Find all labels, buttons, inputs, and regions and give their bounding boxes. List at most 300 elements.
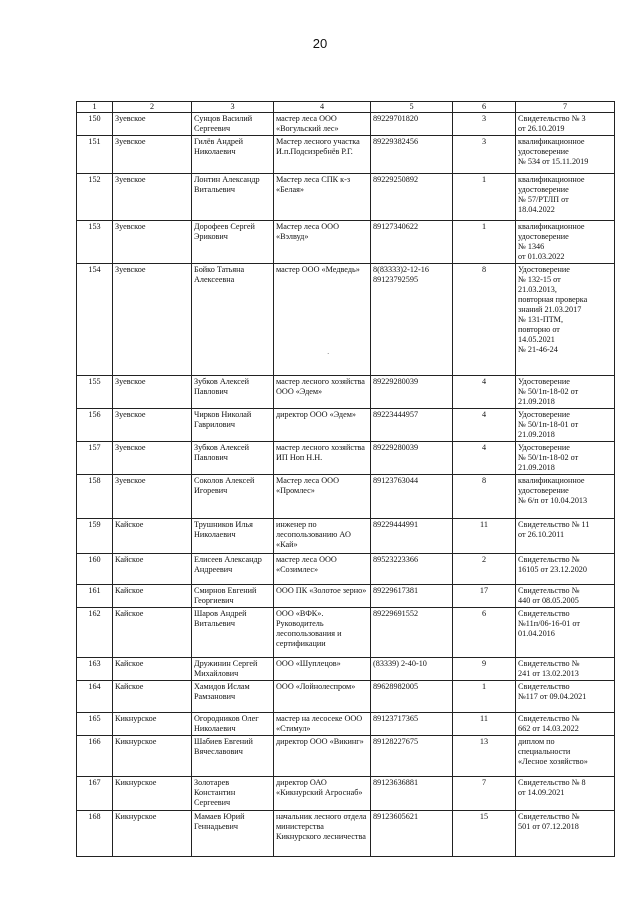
phone-number: [371, 174, 453, 221]
position-organization: [274, 442, 371, 475]
certificate-info-line: удостоверение: [518, 185, 569, 194]
position-organization-line: мастер леса ООО: [276, 555, 337, 564]
person-name: [192, 409, 274, 442]
certificate-info-line: № 57/РТЛП от: [518, 195, 569, 204]
certificate-info: [516, 608, 615, 658]
person-name-line: Витальевич: [194, 619, 236, 628]
forestry-district: Зуевское: [113, 221, 192, 264]
stray-mark: ·: [327, 350, 330, 358]
certificate-info-line: 14.05.2021: [518, 335, 555, 344]
person-name-line: Рамзанович: [194, 692, 236, 701]
certificate-info-line: № 50/1п-18-02 от: [518, 453, 579, 462]
person-name: [192, 608, 274, 658]
person-name-line: Смирнов Евгений: [194, 586, 257, 595]
certificate-info: [516, 585, 615, 608]
person-name-line: Чирков Николай: [194, 410, 252, 419]
certificate-info-line: Свидетельство: [518, 609, 570, 618]
row-number: 158: [77, 475, 113, 519]
count-value: 1: [453, 174, 516, 221]
row-number: 160: [77, 554, 113, 585]
count-value: 7: [453, 777, 516, 811]
count-value: 15: [453, 811, 516, 857]
person-name-line: Сунцов Василий: [194, 114, 253, 123]
person-name-line: Вячеславович: [194, 747, 243, 756]
certificate-info-line: 21.09.2018: [518, 397, 555, 406]
position-organization-line: ООО «ВФК».: [276, 609, 324, 618]
position-organization-line: ООО «Шуплецов»: [276, 659, 341, 668]
row-number: 159: [77, 519, 113, 554]
forestry-district: Кикнурское: [113, 736, 192, 777]
certificate-info-line: знаний 21.03.2017: [518, 305, 582, 314]
forestry-district: Зуевское: [113, 376, 192, 409]
certificate-info-line: от 01.03.2022: [518, 252, 565, 261]
person-name: [192, 585, 274, 608]
position-organization: [274, 264, 371, 376]
forestry-district: Зуевское: [113, 136, 192, 174]
certificate-info-line: Свидетельство №: [518, 659, 580, 668]
position-organization-line: мастер лесного хозяйства: [276, 377, 365, 386]
certificate-info: [516, 713, 615, 736]
table-row: [77, 442, 615, 475]
count-value: 6: [453, 608, 516, 658]
person-name-line: Алексеевна: [194, 275, 235, 284]
column-header: 7: [516, 102, 615, 113]
phone-number-line: 89229382456: [373, 137, 419, 146]
certificate-info-line: удостоверение: [518, 486, 569, 495]
certificate-info-line: № 50/1п-18-02 от: [518, 387, 579, 396]
certificate-info-line: удостоверение: [518, 147, 569, 156]
position-organization: [274, 376, 371, 409]
position-organization: [274, 608, 371, 658]
table-row: [77, 585, 615, 608]
phone-number: [371, 811, 453, 857]
certificate-info-line: квалификационное: [518, 222, 585, 231]
person-name-line: Павлович: [194, 387, 228, 396]
position-organization-line: ООО «Лойнолеспром»: [276, 682, 356, 691]
person-name-line: Мамаев Юрий: [194, 812, 245, 821]
certificate-info-line: квалификационное: [518, 137, 585, 146]
phone-number-line: 89523223366: [373, 555, 419, 564]
position-organization-line: мастер на лесосеке ООО: [276, 714, 363, 723]
certificate-info: [516, 811, 615, 857]
position-organization-line: И.п.Подсизребнёв Р.Г.: [276, 147, 353, 156]
count-value: 8: [453, 264, 516, 376]
count-value: 4: [453, 442, 516, 475]
person-name: [192, 174, 274, 221]
forestry-district: Кикнурское: [113, 811, 192, 857]
certificate-info-line: 21.09.2018: [518, 463, 555, 472]
position-organization-line: ООО ПК «Золотое зерно»: [276, 586, 367, 595]
table-row: [77, 409, 615, 442]
position-organization: [274, 777, 371, 811]
phone-number: [371, 221, 453, 264]
table-row: [77, 475, 615, 519]
phone-number: [371, 475, 453, 519]
person-name-line: Лонтин Александр: [194, 175, 260, 184]
certificate-info-line: Удостоверение: [518, 265, 570, 274]
phone-number: [371, 681, 453, 713]
table-row: [77, 736, 615, 777]
position-organization-line: ИП Ноп Н.Н.: [276, 453, 323, 462]
person-name-line: Георгиевич: [194, 596, 234, 605]
certificate-info-line: 501 от 07.12.2018: [518, 822, 579, 831]
person-name-line: Эрикович: [194, 232, 228, 241]
forestry-district: Зуевское: [113, 174, 192, 221]
person-name: [192, 442, 274, 475]
certificate-info-line: Свидетельство № 3: [518, 114, 586, 123]
position-organization-line: «Промлес»: [276, 486, 315, 495]
position-organization-line: Мастер леса ООО: [276, 476, 339, 485]
person-name-line: Николаевич: [194, 724, 236, 733]
person-name-line: Трушников Илья: [194, 520, 253, 529]
certificate-info-line: № 6/п от 10.04.2013: [518, 496, 588, 505]
column-header: 4: [274, 102, 371, 113]
certificate-info-line: 21.09.2018: [518, 430, 555, 439]
position-organization: [274, 519, 371, 554]
certificate-info-line: № 21-46-24: [518, 345, 558, 354]
certificate-info: [516, 777, 615, 811]
certificate-info: [516, 136, 615, 174]
position-organization-line: директор ООО «Викинг»: [276, 737, 364, 746]
certificate-info-line: Свидетельство № 8: [518, 778, 586, 787]
position-organization: [274, 475, 371, 519]
row-number: 157: [77, 442, 113, 475]
position-organization: [274, 681, 371, 713]
phone-number-line: 89628982005: [373, 682, 419, 691]
column-header: 2: [113, 102, 192, 113]
table-row: [77, 136, 615, 174]
certificate-info: [516, 376, 615, 409]
position-organization-line: «Кай»: [276, 540, 298, 549]
row-number: 155: [77, 376, 113, 409]
row-number: 164: [77, 681, 113, 713]
certificate-info-line: Удостоверение: [518, 410, 570, 419]
count-value: 11: [453, 519, 516, 554]
person-name: [192, 777, 274, 811]
position-organization: [274, 811, 371, 857]
phone-number-line: 89123792595: [373, 275, 419, 284]
phone-number: [371, 519, 453, 554]
person-name-line: Павлович: [194, 453, 228, 462]
certificate-info-line: повторно от: [518, 325, 560, 334]
header-row: [77, 102, 615, 113]
certificate-info-line: 16105 от 23.12.2020: [518, 565, 587, 574]
certificate-info-line: 662 от 14.03.2022: [518, 724, 579, 733]
row-number: 153: [77, 221, 113, 264]
row-number: 165: [77, 713, 113, 736]
forestry-district: Зуевское: [113, 264, 192, 376]
certificate-info-line: 241 от 13.02.2013: [518, 669, 579, 678]
certificate-info: [516, 264, 615, 376]
table-row: [77, 376, 615, 409]
position-organization: [274, 221, 371, 264]
count-value: 13: [453, 736, 516, 777]
table-row: [77, 113, 615, 136]
position-organization-line: Руководитель: [276, 619, 324, 628]
person-name-line: Дорофеев Сергей: [194, 222, 255, 231]
row-number: 156: [77, 409, 113, 442]
phone-number: [371, 554, 453, 585]
table-row: [77, 174, 615, 221]
position-organization-line: сертификации: [276, 639, 326, 648]
person-name-line: Соколов Алексей: [194, 476, 255, 485]
phone-number: [371, 376, 453, 409]
position-organization-line: директор ОАО: [276, 778, 327, 787]
phone-number-line: 89123605621: [373, 812, 419, 821]
phone-number-line: 89128227675: [373, 737, 419, 746]
phone-number-line: (83339) 2-40-10: [373, 659, 427, 668]
phone-number-line: 89229280039: [373, 443, 419, 452]
row-number: 154: [77, 264, 113, 376]
count-value: 11: [453, 713, 516, 736]
certificate-info: [516, 658, 615, 681]
table-row: [77, 681, 615, 713]
person-name-line: Гаврилович: [194, 420, 236, 429]
table-row: [77, 221, 615, 264]
certificate-info-line: квалификационное: [518, 175, 585, 184]
count-value: 4: [453, 409, 516, 442]
row-number: 161: [77, 585, 113, 608]
person-name-line: Игоревич: [194, 486, 228, 495]
position-organization-line: Кикнурского лесничества: [276, 832, 366, 841]
person-name: [192, 376, 274, 409]
row-number: 166: [77, 736, 113, 777]
table-row: [77, 519, 615, 554]
row-number: 162: [77, 608, 113, 658]
certificate-info: [516, 174, 615, 221]
certificate-info-line: Удостоверение: [518, 377, 570, 386]
count-value: 4: [453, 376, 516, 409]
position-organization: [274, 409, 371, 442]
person-name-line: Гилёв Андрей: [194, 137, 244, 146]
position-organization-line: «Созимлес»: [276, 565, 319, 574]
position-organization-line: Мастер лесного участка: [276, 137, 360, 146]
position-organization: [274, 658, 371, 681]
certificate-info: [516, 475, 615, 519]
position-organization-line: лесопользования и: [276, 629, 342, 638]
position-organization-line: директор ООО «Эдем»: [276, 410, 357, 419]
person-name: [192, 264, 274, 376]
table-row: [77, 777, 615, 811]
certificate-info-line: 440 от 08.05.2005: [518, 596, 579, 605]
phone-number: [371, 777, 453, 811]
column-header: 6: [453, 102, 516, 113]
certificate-info-line: квалификационное: [518, 476, 585, 485]
certificate-info-line: 21.03.2013,: [518, 285, 557, 294]
phone-number: [371, 113, 453, 136]
certificate-info-line: Свидетельство №: [518, 812, 580, 821]
column-header: 1: [77, 102, 113, 113]
forestry-district: Кикнурское: [113, 713, 192, 736]
count-value: 1: [453, 681, 516, 713]
phone-number-line: 89123763044: [373, 476, 419, 485]
person-name: [192, 475, 274, 519]
forestry-district: Зуевское: [113, 475, 192, 519]
certificate-info-line: от 26.10.2019: [518, 124, 565, 133]
position-organization: [274, 713, 371, 736]
phone-number: [371, 136, 453, 174]
person-name-line: Елисеев Александр: [194, 555, 262, 564]
phone-number-line: 8(83333)2-12-16: [373, 265, 429, 274]
person-name-line: Бойко Татьяна: [194, 265, 245, 274]
table-row: [77, 554, 615, 585]
person-name-line: Константин: [194, 788, 236, 797]
count-value: 8: [453, 475, 516, 519]
row-number: 163: [77, 658, 113, 681]
certificate-info-line: удостоверение: [518, 232, 569, 241]
person-name-line: Хамидов Ислам: [194, 682, 250, 691]
phone-number: [371, 608, 453, 658]
person-name-line: Сергеевич: [194, 798, 231, 807]
position-organization-line: мастер ООО «Медведь»: [276, 265, 360, 274]
person-name-line: Огородников Олег: [194, 714, 259, 723]
certificate-info-line: повторная проверка: [518, 295, 588, 304]
person-name: [192, 519, 274, 554]
phone-number-line: 89229617381: [373, 586, 419, 595]
forestry-district: Зуевское: [113, 442, 192, 475]
certificate-info-line: Свидетельство №: [518, 714, 580, 723]
forestry-district: Кайское: [113, 681, 192, 713]
certificate-info: [516, 554, 615, 585]
position-organization-line: министерства: [276, 822, 324, 831]
phone-number-line: 89223444957: [373, 410, 419, 419]
position-organization-line: «Вэлвуд»: [276, 232, 309, 241]
person-name: [192, 113, 274, 136]
phone-number-line: 89123717365: [373, 714, 419, 723]
certificate-info: [516, 681, 615, 713]
person-name-line: Шабиев Евгений: [194, 737, 253, 746]
position-organization-line: мастер лесного хозяйства: [276, 443, 365, 452]
phone-number: [371, 442, 453, 475]
certificate-info-line: № 534 от 15.11.2019: [518, 157, 589, 166]
position-organization-line: мастер леса ООО: [276, 114, 337, 123]
phone-number: [371, 736, 453, 777]
certificate-info-line: Удостоверение: [518, 443, 570, 452]
phone-number-line: 89229691552: [373, 609, 419, 618]
position-organization: [274, 113, 371, 136]
person-name-line: Витальевич: [194, 185, 236, 194]
row-number: 150: [77, 113, 113, 136]
phone-number: [371, 264, 453, 376]
person-name-line: Зубков Алексей: [194, 443, 249, 452]
person-name-line: Андреевич: [194, 565, 233, 574]
certificate-info-line: № 132-15 от: [518, 275, 561, 284]
position-organization-line: ООО «Эдем»: [276, 387, 323, 396]
count-value: 17: [453, 585, 516, 608]
person-name: [192, 136, 274, 174]
count-value: 3: [453, 113, 516, 136]
person-name-line: Геннадьевич: [194, 822, 239, 831]
table-row: [77, 608, 615, 658]
certificate-info-line: 01.04.2016: [518, 629, 555, 638]
position-organization-line: инженер по: [276, 520, 317, 529]
position-organization-line: «Вогульский лес»: [276, 124, 339, 133]
certificate-info-line: № 1346: [518, 242, 545, 251]
certificate-info-line: специальности: [518, 747, 571, 756]
phone-number-line: 89229250892: [373, 175, 419, 184]
person-name: [192, 554, 274, 585]
position-organization: [274, 585, 371, 608]
certificate-info-line: от 26.10.2011: [518, 530, 565, 539]
page-number: 20: [312, 36, 328, 51]
column-header: 5: [371, 102, 453, 113]
certificate-info-line: Свидетельство №: [518, 586, 580, 595]
certificate-info-line: №11п/06-16-01 от: [518, 619, 580, 628]
person-name: [192, 713, 274, 736]
certificate-info: [516, 519, 615, 554]
phone-number: [371, 658, 453, 681]
certificate-info-line: № 131-ПТМ,: [518, 315, 563, 324]
table-row: [77, 713, 615, 736]
certificate-info-line: №117 от 09.04.2021: [518, 692, 587, 701]
certificate-info: [516, 113, 615, 136]
forestry-district: Кикнурское: [113, 777, 192, 811]
position-organization-line: «Белая»: [276, 185, 305, 194]
forestry-district: Кайское: [113, 554, 192, 585]
count-value: 1: [453, 221, 516, 264]
certificate-info-line: Свидетельство № 11: [518, 520, 590, 529]
certificate-info-line: от 14.09.2021: [518, 788, 565, 797]
certificate-info-line: Свидетельство №: [518, 555, 580, 564]
certificate-info: [516, 736, 615, 777]
certificate-info: [516, 221, 615, 264]
person-name-line: Николаевич: [194, 530, 236, 539]
certificate-info-line: «Лесное хозяйство»: [518, 757, 588, 766]
position-organization: [274, 136, 371, 174]
person-name-line: Николаевич: [194, 147, 236, 156]
person-name: [192, 811, 274, 857]
person-name: [192, 221, 274, 264]
phone-number: [371, 585, 453, 608]
certificate-info-line: диплом по: [518, 737, 555, 746]
person-name: [192, 658, 274, 681]
forestry-district: Кайское: [113, 585, 192, 608]
phone-number-line: 89229701820: [373, 114, 419, 123]
certificate-info-line: Свидетельство: [518, 682, 570, 691]
phone-number-line: 89229444991: [373, 520, 419, 529]
position-organization-line: «Стимул»: [276, 724, 311, 733]
row-number: 152: [77, 174, 113, 221]
position-organization-line: начальник лесного отдела: [276, 812, 367, 821]
position-organization-line: лесопользованию АО: [276, 530, 351, 539]
position-organization-line: «Кикнурский Агроснаб»: [276, 788, 363, 797]
table-row: [77, 658, 615, 681]
phone-number-line: 89123636881: [373, 778, 419, 787]
position-organization-line: Мастер леса СПК к-з: [276, 175, 351, 184]
row-number: 168: [77, 811, 113, 857]
position-organization: [274, 554, 371, 585]
person-name: [192, 681, 274, 713]
table-row: [77, 811, 615, 857]
row-number: 167: [77, 777, 113, 811]
position-organization: [274, 736, 371, 777]
certificate-info: [516, 409, 615, 442]
position-organization: [274, 174, 371, 221]
person-name-line: Сергеевич: [194, 124, 231, 133]
person-name-line: Дружинин Сергей: [194, 659, 258, 668]
forestry-district: Зуевское: [113, 409, 192, 442]
phone-number-line: 89229280039: [373, 377, 419, 386]
forestry-district: Кайское: [113, 519, 192, 554]
registry-table: [76, 101, 615, 857]
forestry-district: Зуевское: [113, 113, 192, 136]
column-header: 3: [192, 102, 274, 113]
person-name-line: Зубков Алексей: [194, 377, 249, 386]
phone-number: [371, 409, 453, 442]
count-value: 3: [453, 136, 516, 174]
forestry-district: Кайское: [113, 608, 192, 658]
certificate-info-line: № 50/1п-18-01 от: [518, 420, 579, 429]
